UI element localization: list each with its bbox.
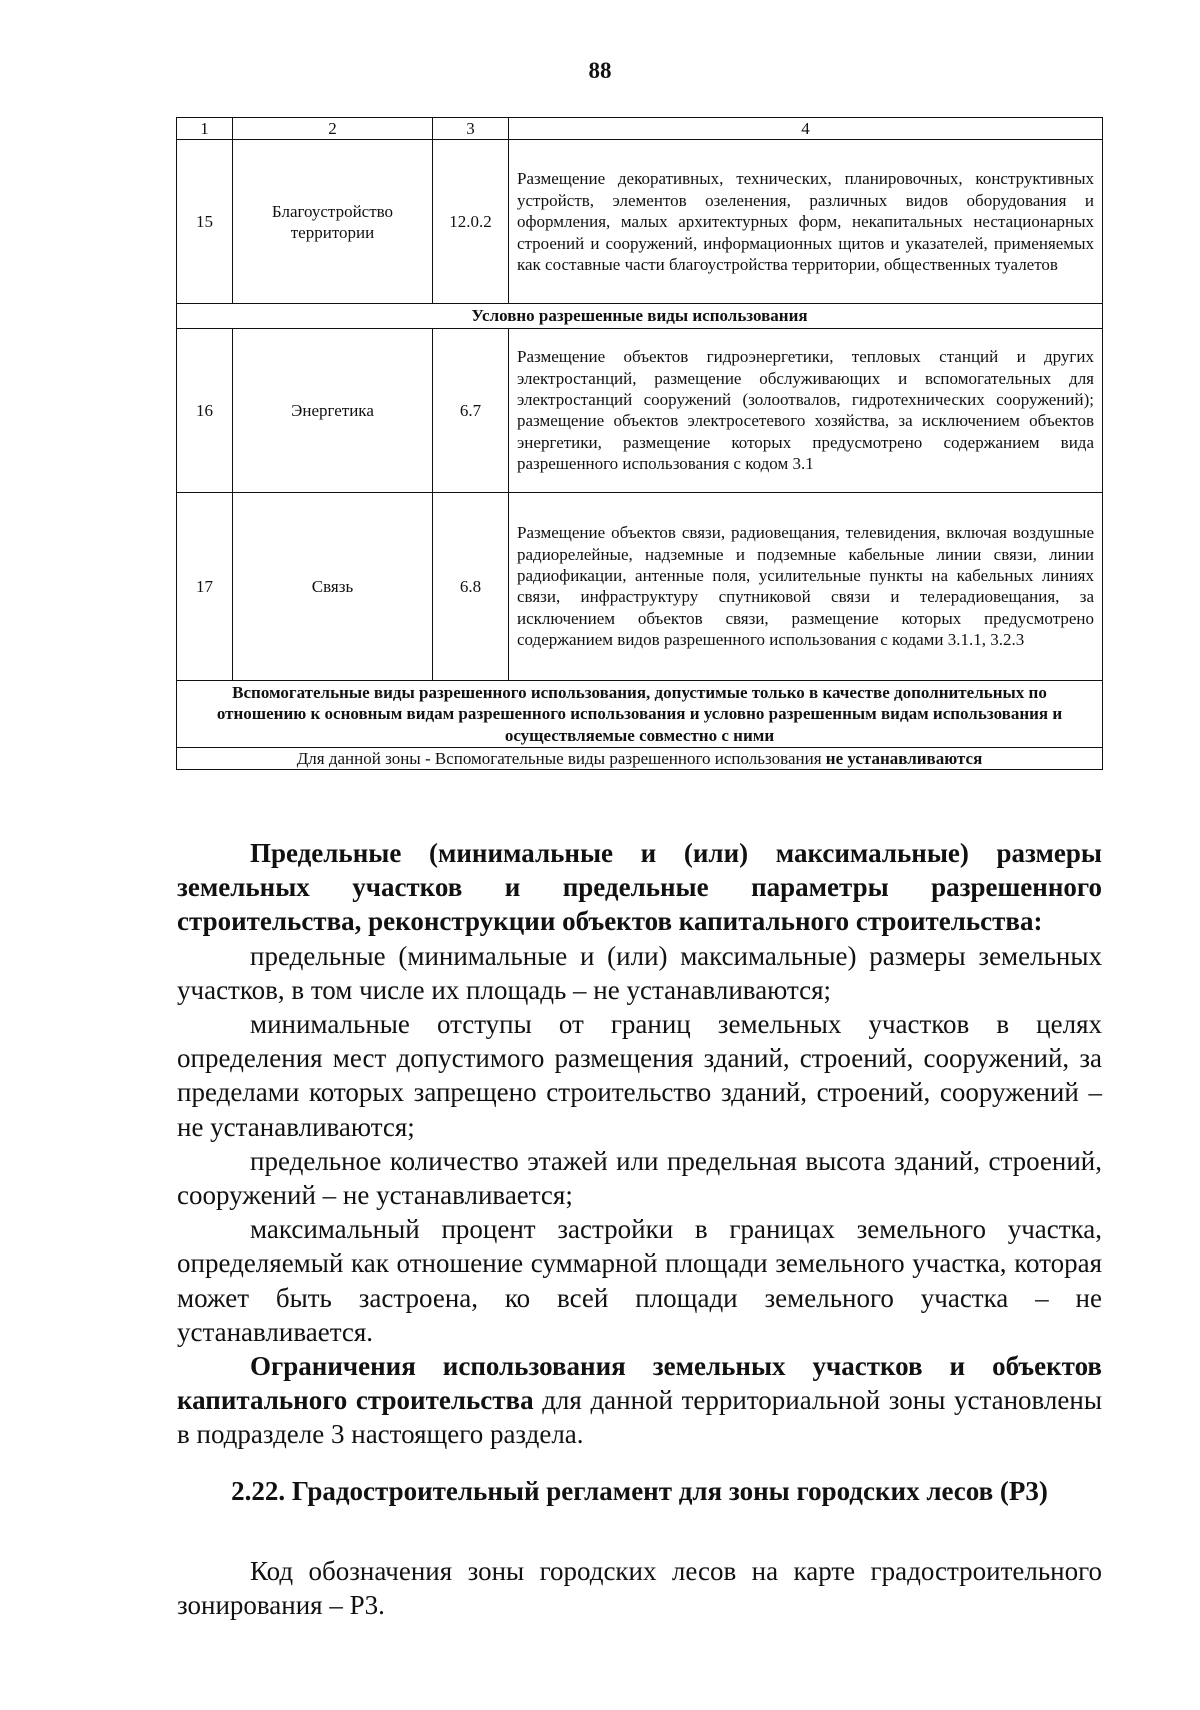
use-type-description [509,140,1103,304]
use-type-name: Энергетика [233,328,433,492]
limits-paragraph: предельное количество этажей или предельная высота зданий, строений, сооружений – не устанавливается; [177,1145,1102,1211]
table-row [177,328,1103,492]
auxiliary-note [177,748,1103,770]
restrictions-heading: Ограничения использования земельных участков и объектов капитального строительства [177,1351,1102,1416]
section-conditional-title: Условно разрешенные виды использования [177,304,1103,328]
column-header: 3 [433,118,509,140]
zone-code-paragraph: Код обозначения зоны городских лесов на карте градостроительного зонирования – Р3. [177,1556,1102,1620]
row-number: 15 [177,140,233,304]
column-header: 1 [177,118,233,140]
row-number: 16 [177,328,233,492]
section-auxiliary-row [177,680,1103,747]
description-text: Размещение объектов связи, радиовещания, телевидения, включая воздушные радиорелейные, надземные и подземные кабельные линии связи, линии радиофикации, антенные поля, усилительные пункты на кабельных линиях связи, инфраструктуру спутниковой связи и телерадиовещания, за исключением объектов связи, размещение которых предусмотрено содержанием видов разрешенного использования с кодами 3.1.1, 3.2.3 [517,523,1094,650]
land-use-table [176,117,1103,770]
auxiliary-note-row [177,748,1103,770]
restrictions-text: для данной территориальной зоны установлены в подразделе 3 настоящего раздела. [177,1385,1102,1450]
table-header-row [177,118,1103,140]
auxiliary-note-emphasis: не устанавливаются [825,749,983,769]
auxiliary-note-text: Для данной зоны - Вспомогательные виды разрешенного использования [296,749,826,769]
section-conditional-row [177,304,1103,328]
limits-paragraph: предельные (минимальные и (или) максимальные) размеры земельных участков, в том числе их площадь – не устанавливаются; [177,940,1102,1005]
limits-heading: Предельные (минимальные и (или) максимальные) размеры земельных участков и предельные параметры разрешенного строительства, реконструкции объектов капитального строительства: [177,838,1102,937]
description-text: Размещение объектов гидроэнергетики, тепловых станций и других электростанций, размещение обслуживающих и вспомогательных для электростанций сооружений (золоотвалов, гидротехнических сооружений); размещение объектов электросетевого хозяйства, за исключением объектов энергетики, размещение которых предусмотрено содержанием вида разрешенного использования с кодом 3.1 [517,347,1094,474]
limits-paragraph: минимальные отступы от границ земельных участков в целях определения мест допустимого размещения зданий, строений, сооружений, за пределами которых запрещено строительство зданий, строений, сооружений – не устанавливаются; [177,1009,1102,1142]
table-row [177,140,1103,304]
row-number: 17 [177,492,233,680]
section-heading: 2.22. Градостроительный регламент для зоны городских лесов (Р3) [231,1476,1048,1506]
table-row [177,492,1103,680]
use-type-description [509,328,1103,492]
use-type-code: 6.8 [433,492,509,680]
section-auxiliary-title: Вспомогательные виды разрешенного использования, допустимые только в качестве дополнительных по отношению к основным видам разрешенного использования и условно разрешенным видам использования и осуществляемые совместно с ними [177,680,1103,747]
page-number: 88 [588,58,612,83]
use-type-name: Связь [233,492,433,680]
column-header: 4 [509,118,1103,140]
use-type-code: 6.7 [433,328,509,492]
zone-code-section [177,1554,1102,1622]
use-type-description [509,492,1103,680]
use-type-name: Благоустройство территории [233,140,433,304]
description-text: Размещение декоративных, технических, планировочных, конструктивных устройств, элементов озеленения, различных видов оборудования и оформления, малых архитектурных форм, некапитальных нестационарных строений и сооружений, информационных щитов и указателей, применяемых как составные части благоустройства территории, общественных туалетов [517,169,1094,275]
column-header: 2 [233,118,433,140]
use-type-code: 12.0.2 [433,140,509,304]
limits-section [177,836,1102,1452]
restrictions-paragraph [177,1349,1102,1452]
limits-paragraph: максимальный процент застройки в границах земельного участка, определяемый как отношение суммарной площади земельного участка, которая может быть застроена, ко всей площади земельного участка – не устанавливается. [177,1214,1102,1347]
